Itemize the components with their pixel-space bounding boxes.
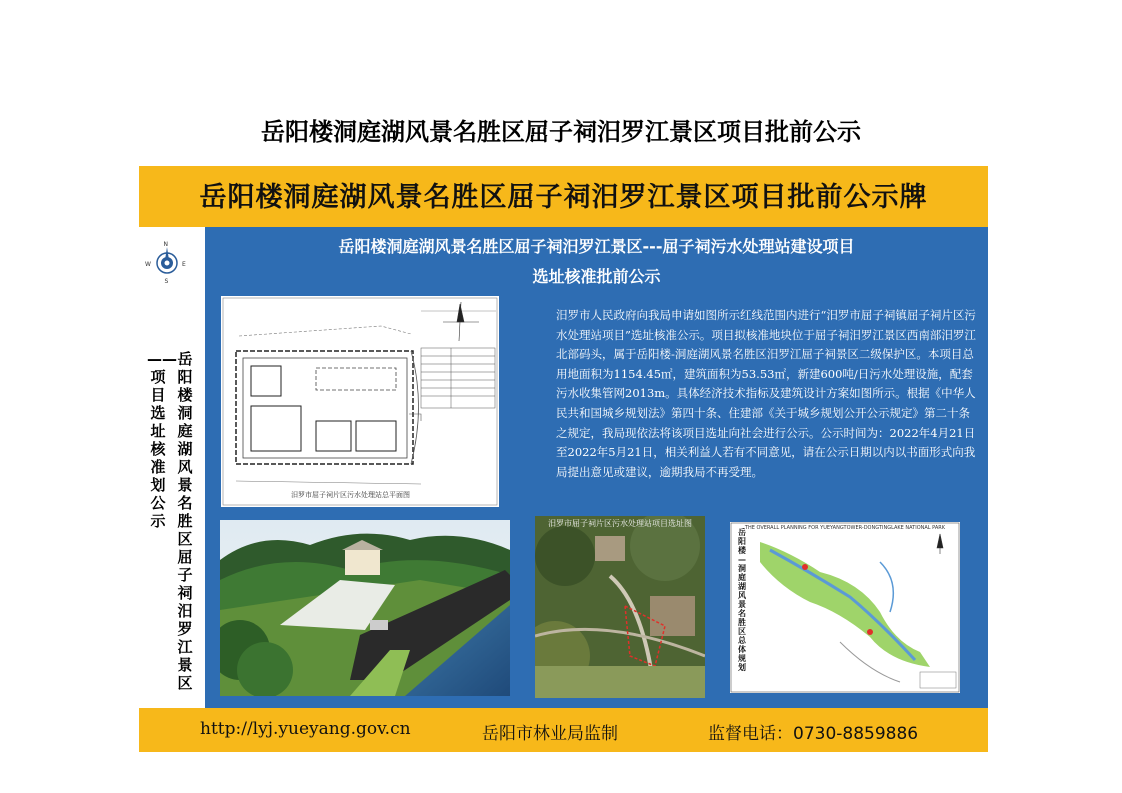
compass-s: S bbox=[164, 278, 169, 284]
project-title: 岳阳楼洞庭湖风景名胜区屈子祠汨罗江景区---屈子祠污水处理站建设项目 bbox=[338, 237, 855, 256]
site-plan-lines bbox=[221, 296, 499, 507]
compass-n: N bbox=[163, 241, 168, 248]
master-plan-map bbox=[730, 522, 960, 693]
compass-w: W bbox=[145, 261, 151, 268]
page-title: 岳阳楼洞庭湖风景名胜区屈子祠汨罗江景区项目批前公示 bbox=[261, 117, 861, 146]
vertical-title-sub: ——项目选址核准划公示 bbox=[147, 350, 177, 530]
satellite-illustration bbox=[535, 516, 705, 698]
satellite-image bbox=[535, 516, 705, 698]
rendering-image bbox=[220, 520, 510, 696]
master-plan-illustration bbox=[730, 522, 960, 693]
project-subtitle: 选址核准批前公示 bbox=[532, 267, 661, 286]
footer-url: http://lyj.yueyang.gov.cn bbox=[200, 719, 411, 739]
vertical-title-main: 岳阳楼洞庭湖风景名胜区屈子祠汨罗江景区 bbox=[177, 350, 193, 692]
compass-icon bbox=[145, 240, 189, 284]
description-text: 汨罗市人民政府向我局申请如图所示红线范围内进行“汨罗市屈子祠镇屈子祠片区污水处理站项目”选址核准公示。项目拟核准地块位于屈子祠汨罗江景区西南部汨罗江北部码头，属于岳阳楼-洞庭湖风景名胜区汨罗江屈子祠景区二级保护区。本项目总用地面积为1154.45㎡，建筑面积为53.53㎡，新建600吨/日污水处理设施，配套污水收集管网2013m。具体经济技术指标及建筑设计方案如图所示。根据《中华人民共和国城乡规划法》第四十条、住建部《关于城乡规划公开公示规定》第二十条之规定，我局现依法将该项目选址向社会进行公示。公示时间为：2022年4月21日至2022年5月21日，相关利益人若有不同意见，请在公示日期以内以书面形式向我局提出意见或建议，逾期我局不再受理。 bbox=[556, 308, 976, 479]
site-plan-drawing bbox=[221, 296, 499, 507]
description-box bbox=[518, 296, 988, 508]
footer-phone: 监督电话：0730-8859886 bbox=[708, 724, 919, 744]
site-plan-caption: 汨罗市屈子祠片区污水处理站总平面图 bbox=[291, 491, 410, 499]
board-header bbox=[139, 166, 988, 227]
footer-supervisor: 岳阳市林业局监制 bbox=[482, 724, 618, 744]
rendering-illustration bbox=[220, 520, 510, 696]
master-plan-vertical-title: 岳阳楼—洞庭湖风景名胜区总体规划 bbox=[738, 528, 746, 672]
master-plan-title: THE OVERALL PLANNING FOR YUEYANGTOWER-DONGTINGLAKE NATIONAL PARK bbox=[744, 525, 946, 531]
board-header-title: 岳阳楼洞庭湖风景名胜区屈子祠汨罗江景区项目批前公示牌 bbox=[199, 182, 928, 213]
satellite-caption: 汨罗市屈子祠片区污水处理站项目选址图 bbox=[548, 519, 692, 528]
compass-e: E bbox=[182, 261, 186, 268]
